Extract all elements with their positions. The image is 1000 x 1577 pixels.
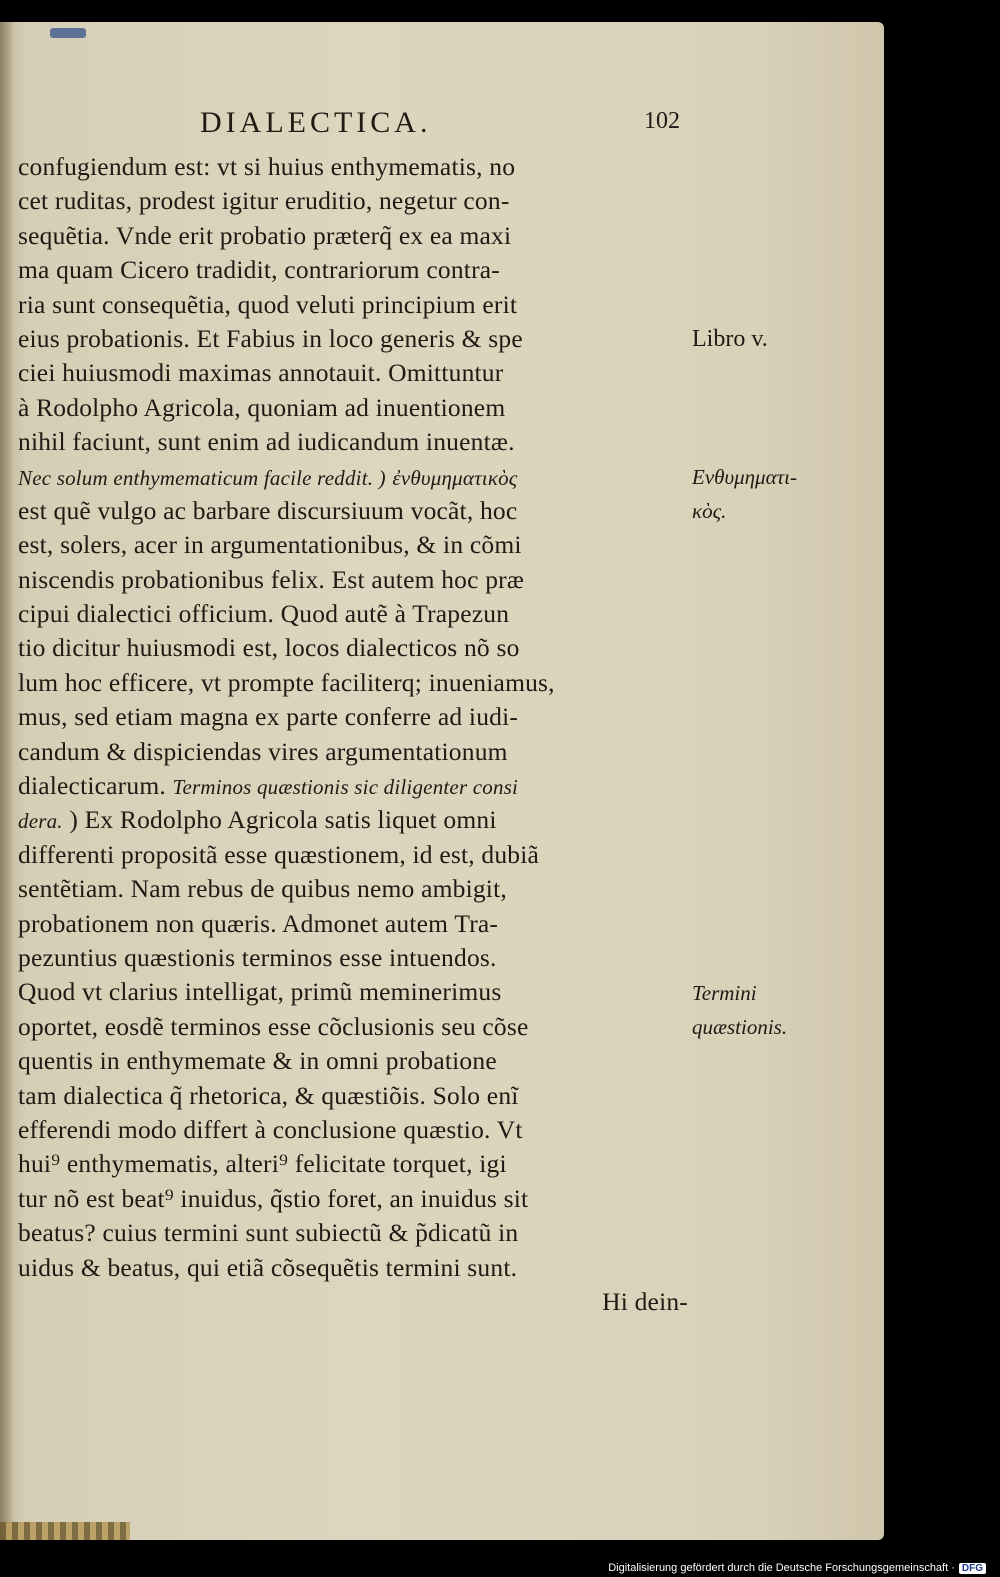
greek-term: ἐνθυμηματικὸς	[392, 465, 518, 490]
running-title: DIALECTICA.	[200, 106, 432, 139]
text-line: differenti propositã esse quæstionem, id est, dubiã	[18, 839, 540, 869]
line-text: dialecticarum.	[18, 771, 166, 801]
margin-note-quaestionis: quæstionis.	[692, 1015, 788, 1039]
margin-note-libro: Libro v.	[692, 326, 768, 352]
text-line: uidus & beatus, qui etiã cõsequẽtis termini sunt.	[18, 1252, 518, 1282]
digitization-credit	[608, 1562, 986, 1574]
book-page	[0, 22, 884, 1540]
lemma-text: dera.	[18, 809, 63, 834]
margin-note-greek-cont: κὸς.	[692, 499, 727, 523]
text-line: mus, sed etiam magna ex parte conferre ad iudi-	[18, 702, 519, 732]
lemma-text: Terminos quæstionis sic diligenter consi	[172, 775, 519, 800]
running-head	[200, 106, 680, 146]
lower-page-edge	[0, 1522, 130, 1540]
text-line: hui⁹ enthymematis, alteri⁹ felicitate torquet, igi	[18, 1149, 507, 1179]
text-line: nihil faciunt, sunt enim ad iudicandum inuentæ.	[18, 427, 515, 457]
text-line: sequẽtia. Vnde erit probatio præterq̃ ex ea maxi	[18, 220, 512, 250]
text-line: candum & dispiciendas vires argumentationum	[18, 736, 508, 766]
text-line: oportet, eosdẽ terminos esse cõclusionis seu cõse	[18, 1011, 529, 1041]
credit-text: Digitalisierung gefördert durch die Deutsche Forschungsgemeinschaft ·	[608, 1562, 955, 1574]
text-line: confugiendum est: vt si huius enthymematis, no	[18, 152, 516, 181]
margin-note-greek: Ενθυμηματι-	[692, 465, 797, 489]
text-line: eius probationis. Et Fabius in loco generis & spe	[18, 323, 523, 353]
dfg-logo: DFG	[959, 1563, 986, 1574]
library-stamp-mark	[50, 28, 86, 38]
text-line: sentẽtiam. Nam rebus de quibus nemo ambigit,	[18, 874, 507, 904]
text-line: lum hoc efficere, vt prompte faciliterq; inueniamus,	[18, 667, 555, 697]
line-text: ) Ex Rodolpho Agricola satis liquet omni	[69, 805, 497, 835]
lemma-text: Nec solum enthymematicum facile reddit. )	[18, 465, 386, 490]
text-line: Quod vt clarius intelligat, primũ meminerimus	[18, 977, 502, 1007]
text-line: efferendi modo differt à conclusione quæstio. Vt	[18, 1114, 523, 1144]
text-line: est quẽ vulgo ac barbare discursiuum vocãt, hoc	[18, 495, 518, 525]
text-line: ciei huiusmodi maximas annotauit. Omittuntur	[18, 358, 504, 388]
text-line: tio dicitur huiusmodi est, locos dialecticos nõ so	[18, 633, 520, 663]
lemma-line	[18, 769, 688, 803]
text-line: ria sunt consequẽtia, quod veluti principium erit	[18, 289, 518, 319]
text-line: à Rodolpho Agricola, quoniam ad inuentionem	[18, 392, 506, 422]
text-line: probationem non quæris. Admonet autem Tra-	[18, 908, 499, 938]
text-line: est, solers, acer in argumentationibus, & in cõmi	[18, 530, 522, 560]
text-line: niscendis probationibus felix. Est autem hoc præ	[18, 564, 525, 594]
margin-note-termini: Termini	[692, 981, 757, 1005]
lemma-line	[18, 803, 688, 837]
lemma-line	[18, 460, 688, 494]
text-line: tur nõ est beat⁹ inuidus, q̃stio foret, an inuidus sit	[18, 1183, 529, 1213]
text-line: ma quam Cicero tradidit, contrariorum contra-	[18, 255, 500, 285]
text-line: cipui dialectici officium. Quod autẽ à Trapezun	[18, 599, 510, 629]
text-line: quentis in enthymemate & in omni probatione	[18, 1046, 497, 1076]
body-text	[18, 150, 688, 1319]
text-line: pezuntius quæstionis terminos esse intuendos.	[18, 942, 497, 972]
text-line: tam dialectica q̃ rhetorica, & quæstiõis. Solo enĩ	[18, 1080, 519, 1110]
catchword: Hi dein-	[602, 1286, 688, 1316]
text-line: cet ruditas, prodest igitur eruditio, negetur con-	[18, 186, 510, 216]
text-line: beatus? cuius termini sunt subiectũ & p̃dicatũ in	[18, 1218, 519, 1248]
page-number: 102	[644, 108, 680, 134]
